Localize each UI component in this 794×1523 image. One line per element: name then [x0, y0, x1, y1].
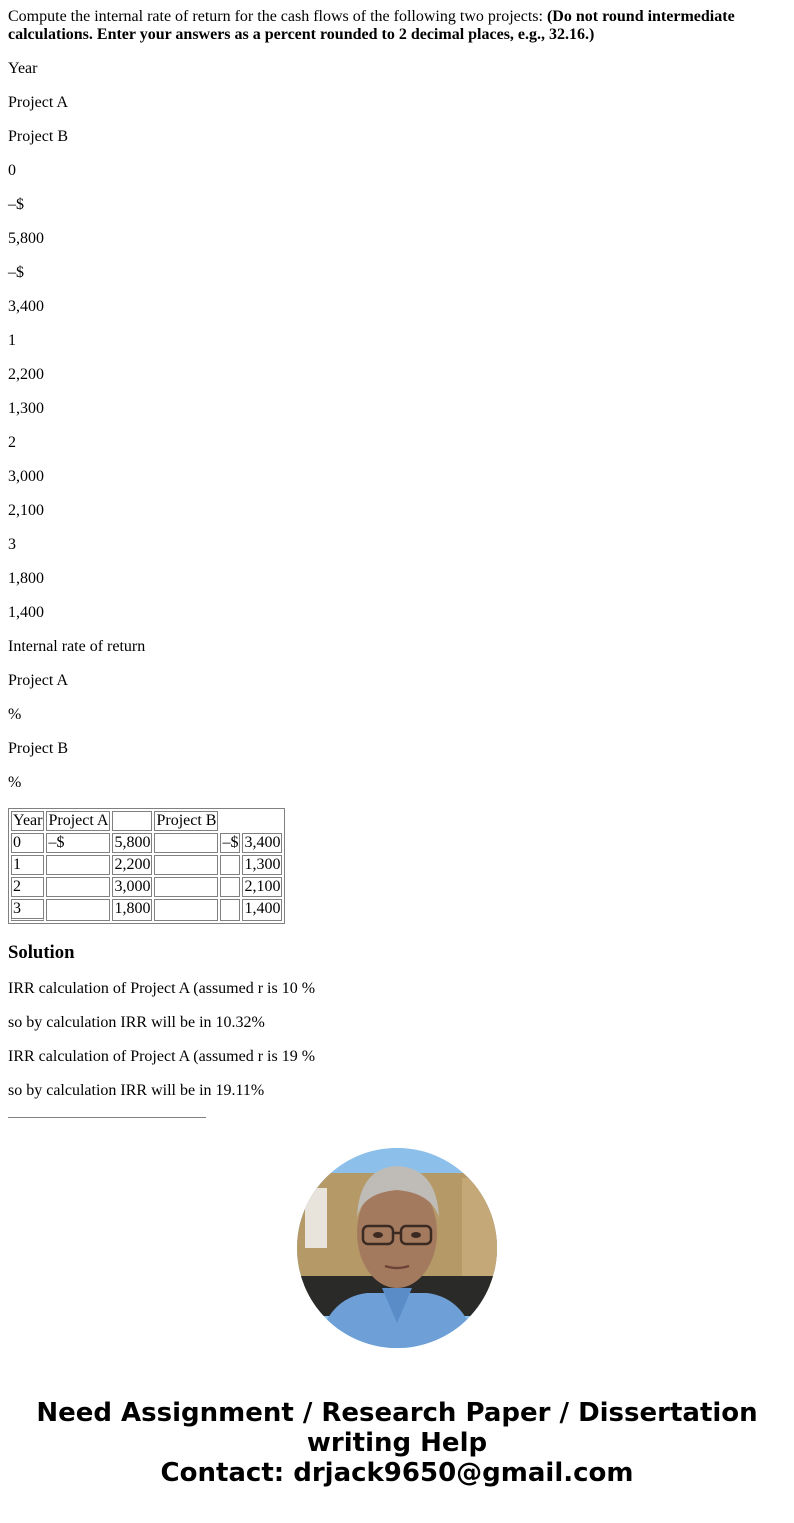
table-row: [11, 877, 282, 897]
cell-a-sign: [46, 899, 110, 921]
cell-a-sign: [46, 855, 110, 875]
line-project-b: Project B: [8, 740, 68, 757]
solution-line: so by calculation IRR will be in 10.32%: [8, 1014, 265, 1031]
table-row: [11, 833, 282, 853]
cell-b-sign: [220, 899, 240, 921]
cell-b-sign: [220, 877, 240, 897]
solution-line: IRR calculation of Project A (assumed r is 19 %: [8, 1048, 316, 1065]
promo-line: writing Help: [306, 1428, 488, 1458]
line-project-b: Project B: [8, 128, 68, 145]
line-value: 5,800: [8, 230, 44, 247]
cell-b-blank: [154, 855, 218, 875]
line-value: 1,300: [8, 400, 44, 417]
cell-b-blank: [154, 899, 218, 921]
solution-line: so by calculation IRR will be in 19.11%: [8, 1082, 265, 1099]
header-empty: [242, 811, 282, 831]
table-row: [11, 855, 282, 875]
cell-b-value: 1,300: [244, 856, 281, 873]
cell-a-sign: –$: [46, 833, 110, 853]
cell-a-sign: [46, 877, 110, 897]
solution-line: IRR calculation of Project A (assumed r is 10 %: [8, 980, 316, 997]
avatar-container: [0, 1148, 794, 1348]
line-year-2: 2: [8, 434, 16, 451]
promo-contact: Contact: drjack9650@gmail.com: [160, 1458, 634, 1488]
cell-year: 3: [11, 899, 44, 921]
cell-b-blank: [154, 877, 218, 897]
cell-b-blank: [154, 833, 218, 853]
line-year: Year: [8, 60, 38, 77]
cell-year: 1: [11, 855, 44, 875]
line-value: 3,000: [8, 468, 44, 485]
line-value: 3,400: [8, 298, 44, 315]
line-year-0: 0: [8, 162, 16, 179]
cell-year: 0: [11, 833, 44, 853]
header-blank: [112, 811, 152, 831]
table-header-row: [11, 811, 282, 831]
line-project-a: Project A: [8, 672, 68, 689]
question-intro: Compute the internal rate of return for the cash flows of the following two projects:: [8, 8, 547, 25]
question-text: [8, 8, 786, 44]
cell-b-value: 3,400: [244, 834, 281, 851]
flat-lines: [8, 60, 786, 792]
line-percent: %: [8, 706, 22, 723]
cell-b-sign: –$: [222, 834, 239, 851]
avatar: [297, 1148, 497, 1348]
cell-b-value: 1,400: [242, 899, 282, 921]
line-value: 2,100: [8, 502, 44, 519]
line-year-3: 3: [8, 536, 16, 553]
solution-heading: Solution: [8, 942, 75, 963]
header-project-b: Project B: [156, 812, 217, 829]
line-project-a: Project A: [8, 94, 68, 111]
divider: [8, 1117, 206, 1118]
header-project-a: Project A: [48, 812, 109, 829]
question-instruction: (Do not round intermediate calculations. Enter your answers as a percent rounded to 2 decimal places, e.g., 32.16.): [8, 8, 735, 43]
line-value: 1,400: [8, 604, 44, 621]
line-value: 1,800: [8, 570, 44, 587]
line-percent: %: [8, 774, 22, 791]
cell-b-value: 2,100: [244, 878, 281, 895]
table-row: [11, 899, 282, 921]
line-sign: –$: [8, 264, 24, 281]
line-value: 2,200: [8, 366, 44, 383]
cash-flow-table: [8, 808, 285, 924]
header-year: Year: [13, 812, 43, 829]
promo-line: Need Assignment / Research Paper / Dissertation: [36, 1398, 758, 1428]
cell-year: 2: [11, 877, 44, 897]
cell-b-sign: [220, 855, 240, 875]
line-year-1: 1: [8, 332, 16, 349]
cell-a-value: 5,800: [114, 834, 151, 851]
cell-a-value: 3,000: [114, 878, 151, 895]
line-sign: –$: [8, 196, 24, 213]
person-photo-icon: [297, 1148, 497, 1348]
cell-a-value: 1,800: [112, 899, 152, 921]
header-empty: [220, 811, 240, 831]
cell-a-value: 2,200: [114, 856, 151, 873]
promo-banner: [0, 1398, 794, 1488]
line-irr-label: Internal rate of return: [8, 638, 146, 655]
